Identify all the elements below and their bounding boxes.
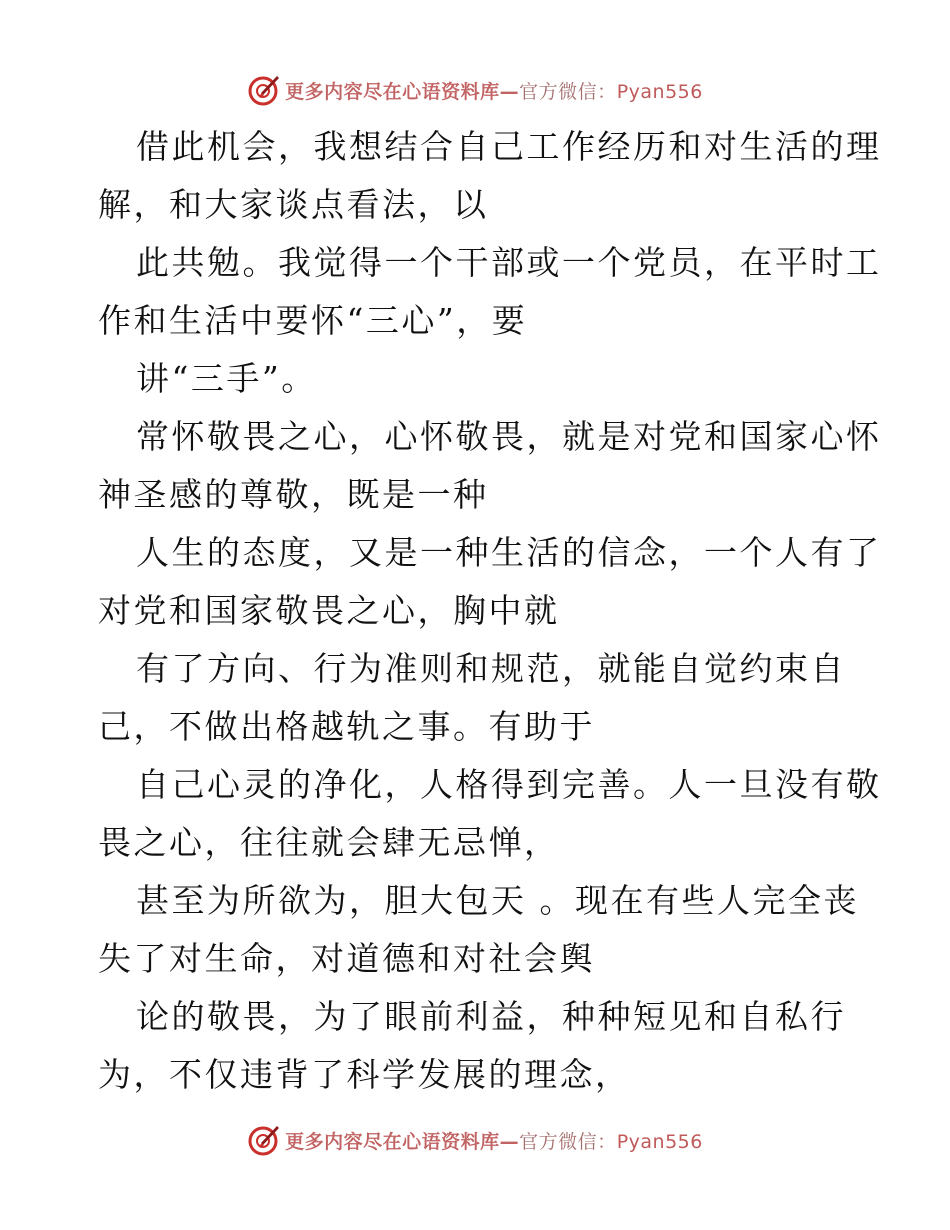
text-line: 借此机会，我想结合自己工作经历和对生活的理 <box>136 127 882 166</box>
text-line: 讲“三手”。 <box>136 359 317 398</box>
text-line: 常怀敬畏之心，心怀敬畏，就是对党和国家心怀 <box>136 417 882 456</box>
text-line: 论的敬畏，为了眼前利益，种种短见和自私行 <box>136 997 846 1036</box>
banner-text <box>285 1127 703 1154</box>
banner-official-label: 官方微信： <box>519 80 617 103</box>
banner-separator: — <box>499 1130 520 1153</box>
text-line: 己，不做出格越轨之事。有助于 <box>98 707 595 746</box>
text-line: 此共勉。我觉得一个干部或一个党员，在平时工 <box>136 243 882 282</box>
text-line: 甚至为所欲为，胆大包天 。现在有些人完全丧 <box>136 881 859 920</box>
text-line: 作和生活中要怀“三心”，要 <box>98 301 528 340</box>
banner-wechat-id: Pyan556 <box>616 80 703 103</box>
banner-site-text: 更多内容尽在心语资料库 <box>285 80 500 103</box>
banner-text <box>285 77 703 104</box>
text-line: 失了对生命，对道德和对社会舆 <box>98 939 595 978</box>
text-line: 有了方向、行为准则和规范，就能自觉约束自 <box>136 649 846 688</box>
text-line: 为，不仅违背了科学发展的理念， <box>98 1055 631 1094</box>
footer-banner <box>0 1120 950 1160</box>
text-line: 畏之心，往往就会肆无忌惮， <box>98 823 560 862</box>
document-body <box>98 118 882 1104</box>
text-line: 自己心灵的净化，人格得到完善。人一旦没有敬 <box>136 765 882 804</box>
banner-wechat-id: Pyan556 <box>616 1130 703 1153</box>
text-line: 解，和大家谈点看法，以 <box>98 185 489 224</box>
fountain-pen-logo-icon <box>247 1123 281 1157</box>
fountain-pen-logo-icon <box>247 73 281 107</box>
text-line: 对党和国家敬畏之心，胸中就 <box>98 591 560 630</box>
text-line: 神圣感的尊敬，既是一种 <box>98 475 489 514</box>
banner-official-label: 官方微信： <box>519 1130 617 1153</box>
banner-site-text: 更多内容尽在心语资料库 <box>285 1130 500 1153</box>
banner-separator: — <box>499 80 520 103</box>
header-banner <box>0 70 950 110</box>
text-line: 人生的态度，又是一种生活的信念，一个人有了 <box>136 533 882 572</box>
